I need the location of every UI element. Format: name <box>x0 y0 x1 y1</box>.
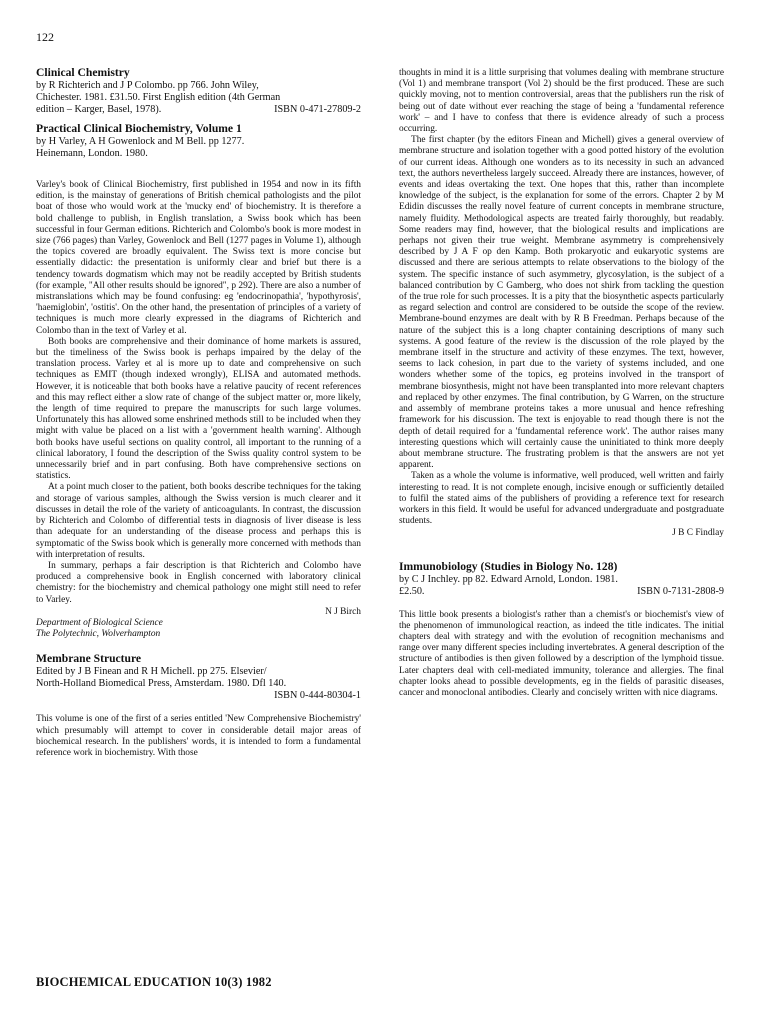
book-meta-practical-clinical-biochemistry <box>36 136 361 160</box>
book-title-clinical-chemistry: Clinical Chemistry <box>36 66 130 79</box>
review-paragraph: This volume is one of the first of a series entitled 'New Comprehensive Biochemistry' which presumably will attempt to cover in considerable detail major areas of biochemical research. In the publishers' words, it is intended to form a fundamental reference work in biochemistry. With those <box>36 714 361 758</box>
reviewer-affiliation: The Polytechnic, Wolverhampton <box>36 629 161 640</box>
review-paragraph: Varley's book of Clinical Biochemistry, first published in 1954 and now in its fifth edition, is the mainstay of generations of British chemical pathologists and the pilot boat of those who would work at the 'mucky end' of biochemistry. It is therefore a bold challenge to publish, in English translation, a Swiss book which has been successful in four German editions. Richterich and Colombo's book is more modest in size (766 pages) than Varley, Gowenlock and Bell (1277 pages in Volume 1), although the topics covered are broadly equivalent. The Swiss text is more concise but essentially didactic: the presentation is uniformly clear and brief but there is a tendency towards dogmatism which may not be readily accepted by British students (for example, "All other results should be ignored", p 292). There are also a number of mistranslations which may be found confusing: eg 'endocrinopathia', 'hypothyrosis', 'haemiglobin', 'ostitis'. On the other hand, the presentation of principles of a variety of techniques is much more clearly expressed in the diagrams of Richterich and Colombo than in the text of Varley et al. <box>36 180 361 336</box>
isbn: ISBN 0-471-27809-2 <box>274 104 361 115</box>
review-paragraph: Taken as a whole the volume is informative, well produced, well written and fairly interesting to read. It is not complete enough, incisive enough or sufficiently detailed to fulfil the stated aims of the publishers of providing a reference text for research workers in this field. It would be useful for advanced undergraduate and postgraduate students. <box>399 471 724 527</box>
meta-line: Edited by J B Finean and R H Michell. pp 275. Elsevier/ <box>36 666 267 678</box>
meta-line: North-Holland Biomedical Press, Amsterdam. 1980. Dfl 140. <box>36 678 287 690</box>
meta-line: by C J Inchley. pp 82. Edward Arnold, London. 1981. <box>399 573 618 585</box>
book-title-membrane-structure: Membrane Structure <box>36 652 142 666</box>
book-meta-immunobiology <box>399 574 724 598</box>
isbn: ISBN 0-7131-2808-9 <box>637 585 724 597</box>
journal-footer: BIOCHEMICAL EDUCATION 10(3) 1982 <box>36 975 272 989</box>
isbn: ISBN 0-444-80304-1 <box>274 690 361 702</box>
page-number: 122 <box>36 30 54 44</box>
review-paragraph: The first chapter (by the editors Finean and Michell) gives a general overview of membrane structure and isolation together with a good potted history of the evolution of our current ideas. Although one wonders as to its necessity in such an advanced text, the authors nevertheless largely succeed. Already there are instances, however, of events and ideas overtaking the text. One hopes that this, rather than incomplete knowledge of the subject, is the explanation for some of the errors. Chapter 2 by M Edidin discusses the really novel feature of current concepts in membrane structure, namely fluidity. Methodological aspects are treated fairly thoroughly, but readably. Some readers may find, however, that the biological results and implications are perhaps not given their true weight. Membrane asymmetry is comprehensively described by J A F op den Kamp. Both prokaryotic and eukaryotic systems are discussed and there are serious attempts to relate observations to the biology of the system. The specific instance of such asymmetry, glycosylation, is the subject of a balanced contribution by C Gamberg, who does not shirk from tackling the question of the true role for such processes. It is a pity that the biosynthetic aspects particularly as regard selection and control are considered to be outside the scope of the review. Membrane-bound enzymes are dealt with by R B Freedman. Perhaps because of the nature of the subject this is a long chapter containing descriptions of many such systems. A good feature of the review is the discussion of the role played by the membrane itself in the structure and activity of these enzymes. The text, however, seems to lack cohesion, in part due to the variety of systems included, and one wonders whether some of the topics, eg proteins involved in the transport of membrane biosynthesis, might not have been transplanted into more relevant chapters and replaced by other enzymes. The final contribution, by G Warren, on the structure and assembly of membrane proteins takes a more unusual and hence refreshing framework for his discussion. The text is enjoyable to read though there is not the depth of detail required for a 'fundamental reference work'. The author raises many interesting questions which will certainly cause the uninitiated to think more deeply about membrane structure. The frustrating problem is that the answers are not yet apparent. <box>399 135 724 471</box>
membrane-structure-review <box>36 652 361 759</box>
reviewer-signature: N J Birch <box>325 606 361 617</box>
book-meta-clinical-chemistry <box>36 80 361 116</box>
meta-line: by R Richterich and J P Colombo. pp 766. John Wiley, <box>36 80 259 91</box>
immunobiology-review <box>399 560 724 700</box>
review-paragraph: thoughts in mind it is a little surprising that volumes dealing with membrane structure (Vol 1) and membrane transport (Vol 2) should be the first produced. These are such quickly moving, not to mention controversial, areas that the publishers run the risk of being out of date without ever reaching the stage of being a 'fundamental reference work' – and I have to confess that there is evidence already of such a process occurring. <box>399 68 724 135</box>
left-column <box>36 66 361 759</box>
price: £2.50. <box>399 585 425 597</box>
book-title-practical-clinical-biochemistry: Practical Clinical Biochemistry, Volume 1 <box>36 122 242 135</box>
meta-text: edition – Karger, Basel, 1978). <box>36 104 162 115</box>
right-column <box>399 68 724 699</box>
meta-line: Chichester. 1981. £31.50. First English edition (4th German <box>36 92 281 103</box>
reviewer-affiliation: Department of Biological Science <box>36 617 163 628</box>
meta-line: Heinemann, London. 1980. <box>36 148 148 159</box>
review-paragraph: This little book presents a biologist's rather than a chemist's or biochemist's view of the phenomenon of immunological reaction, as indeed the title indicates. The initial chapters deal with strategy and with the evolution of recognition mechanisms and range over many different species including invertebrates. A general description of the structure of antibodies is then given followed by a description of the lymphoid tissue. Later chapters deal with cell-mediated immunity, tolerance and allergies. The final chapter looks ahead to possible developments, eg in the fields of parasitic diseases, cancer and monoclonal antibodies. Clearly and concisely written with nice diagrams. <box>399 609 724 698</box>
meta-line <box>399 586 724 598</box>
meta-line <box>36 104 361 116</box>
review-paragraph: At a point much closer to the patient, both books describe techniques for the taking and storage of various samples, although the Swiss version is much clearer and it discusses in detail the role of the variety of anticoagulants. In contrast, the discussion by Richterich and Colombo of differential tests in diagnosis of liver disease is less than adequate for an understanding of the disease process and perhaps this is symptomatic of the Swiss book which is generally more concerned with methods than with interpretation of results. <box>36 482 361 560</box>
clinical-chemistry-review <box>36 66 361 640</box>
review-paragraph: In summary, perhaps a fair description is that Richterich and Colombo have produced a comprehensive book in English concerned with laboratory clinical chemistry: for the biochemistry and chemical pathology one might still need to refer to Varley. <box>36 560 361 605</box>
book-meta-membrane-structure <box>36 666 361 702</box>
reviewer-signature: J B C Findlay <box>672 528 724 539</box>
book-title-immunobiology: Immunobiology (Studies in Biology No. 128) <box>399 559 618 573</box>
meta-line: by H Varley, A H Gowenlock and M Bell. pp 1277. <box>36 136 245 147</box>
review-paragraph: Both books are comprehensive and their dominance of home markets is assured, but the timeliness of the Swiss book is perhaps impaired by the delay of the translation process. Varley et al is more up to date and comprehensive on such techniques as EMIT (though indexed wrongly), ELISA and automated methods. However, it is noticeable that both books have a relative paucity of recent references and this may reflect either a slow rate of change of the subject matter or, more likely, the length of time required to prepare the manuscripts for such large volumes. Unfortunately this has allowed some enshrined methods still to be included when they might with value be placed on a list with a 'government health warning'. Although both books have useful sections on quality control, all important to the running of a clinical laboratory, I found the description of the Swiss quality control system to be unnecessarily brief and in part confusing. Both have comprehensive sections on statistics. <box>36 336 361 482</box>
